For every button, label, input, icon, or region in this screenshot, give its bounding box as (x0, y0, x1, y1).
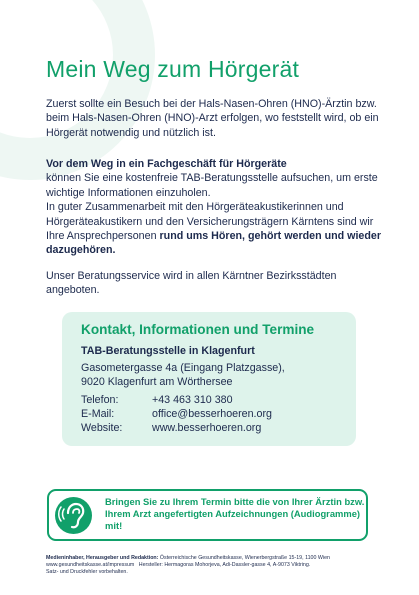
contact-street: Gasometergasse 4a (Eingang Platzgasse), (81, 362, 285, 374)
service-paragraph: Unser Beratungsservice wird in allen Kärntner Bezirksstädten angeboten. (46, 270, 337, 297)
phone-label: Telefon: (81, 394, 119, 406)
section-line-2-bold: rund ums Hören, gehört werden und wieder dazugehören. (46, 230, 381, 257)
section-paragraph (46, 157, 386, 258)
contact-box (62, 312, 356, 446)
notice-box (47, 489, 368, 541)
contact-city: 9020 Klagenfurt am Wörthersee (81, 376, 233, 388)
footer-label: Medieninhaber, Herausgeber und Redaktion: (46, 555, 159, 561)
notice-text: Bringen Sie zu Ihrem Termin bitte die von Ihrer Ärztin bzw. Ihrem Arzt angefertigten Aufzeichnungen (Audiogramme) mit! (105, 496, 365, 532)
section-line-1: können Sie eine kostenfreie TAB-Beratungsstelle aufsuchen, um erste wichtige Informationen einzuholen. (46, 172, 378, 199)
footer-disclaimer: Satz- und Druckfehler vorbehalten. (46, 569, 128, 576)
section-heading: Vor dem Weg in ein Fachgeschäft für Hörgeräte (46, 158, 287, 170)
phone-link[interactable]: +43 463 310 380 (152, 394, 233, 406)
web-label: Website: (81, 422, 123, 434)
hearing-ear-icon (55, 497, 92, 534)
email-link[interactable]: office@besserhoeren.org (152, 408, 272, 420)
intro-paragraph: Zuerst sollte ein Besuch bei der Hals-Nasen-Ohren (HNO)-Ärztin bzw. beim Hals-Nasen-Ohren (HNO)-Arzt erfolgen, wo feststellt wird, ob ein Hörgerät notwendig und nützlich ist. (46, 98, 379, 139)
footer-url[interactable]: www.gesundheitskasse.at/impressum (46, 562, 135, 569)
contact-title: Kontakt, Informationen und Termine (81, 322, 315, 337)
footer-printer: Hersteller: Hermagoras Mohorjeva, Adi-Dassler-gasse 4, A-9073 Viktring. (138, 562, 311, 569)
footer-publisher: Österreichische Gesundheitskasse, Wienerbergstraße 15-19, 1100 Wien (159, 555, 330, 561)
section-line-2-text: In guter Zusammenarbeit mit den Hörgeräteakustikerinnen und Hörgeräteakustikern und den Versicherungsträgern Kärntens sind wir Ihre Ansprechpersonen (46, 201, 374, 243)
contact-office: TAB-Beratungsstelle in Klagenfurt (81, 345, 255, 357)
page-title: Mein Weg zum Hörgerät (46, 56, 300, 82)
section-line-2 (46, 200, 386, 258)
email-label: E-Mail: (81, 408, 115, 420)
decorative-circle (0, 0, 155, 180)
contact-address (81, 361, 285, 389)
website-link[interactable]: www.besserhoeren.org (152, 422, 262, 434)
footer-imprint (46, 555, 386, 577)
